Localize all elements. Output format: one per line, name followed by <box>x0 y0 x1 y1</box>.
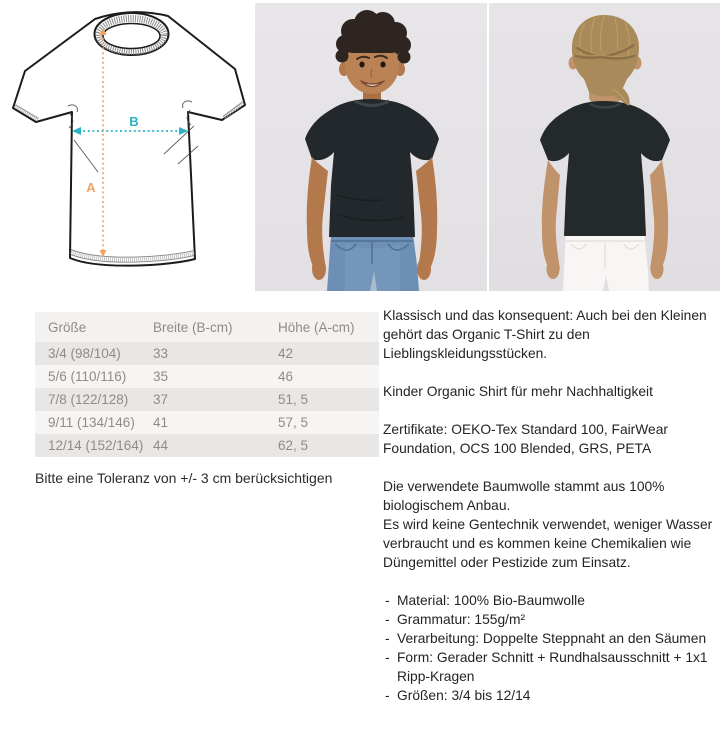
product-bullets <box>383 591 720 705</box>
size-cell: 12/14 (152/164) <box>35 434 153 457</box>
size-chart-table <box>35 312 379 457</box>
table-header-row <box>35 312 379 342</box>
width-cell: 41 <box>153 411 278 434</box>
cotton-detail-line: Es wird keine Gentechnik verwendet, weniger Wasser verbraucht und es kommen keine Chemikalien wie Düngemittel oder Pestizide zum Einsatz. <box>383 517 713 570</box>
height-cell: 57, 5 <box>278 411 379 434</box>
girl-back-illustration <box>489 3 720 291</box>
model-photo-back <box>489 3 720 291</box>
boy-front-illustration <box>255 3 487 291</box>
width-cell: 35 <box>153 365 278 388</box>
bullet-groessen: - Größen: 3/4 bis 12/14 <box>383 686 720 705</box>
size-cell: 9/11 (134/146) <box>35 411 153 434</box>
width-cell: 37 <box>153 388 278 411</box>
product-intro: Klassisch und das konsequent: Auch bei den Kleinen gehört das Organic T-Shirt zu den Lieblingskleidungsstücken. <box>383 308 707 361</box>
height-label: A <box>86 180 96 195</box>
left-hand <box>547 259 560 279</box>
jeans <box>327 234 419 291</box>
width-label: B <box>129 114 139 129</box>
certificates-line: Zertifikate: OEKO-Tex Standard 100, FairWear Foundation, OCS 100 Blended, GRS, PETA <box>383 422 668 456</box>
model-photo-front <box>255 3 487 291</box>
product-tagline: Kinder Organic Shirt für mehr Nachhaltigkeit <box>383 384 653 399</box>
width-cell: 44 <box>153 434 278 457</box>
size-cell: 5/6 (110/116) <box>35 365 153 388</box>
cotton-origin-line: Die verwendete Baumwolle stammt aus 100% biologischem Anbau. <box>383 479 665 513</box>
table-row <box>35 411 379 434</box>
tolerance-note: Bitte eine Toleranz von +/- 3 cm berücksichtigen <box>35 470 333 486</box>
table-row <box>35 342 379 365</box>
size-cell: 3/4 (98/104) <box>35 342 153 365</box>
product-description <box>383 306 720 705</box>
table-row <box>35 388 379 411</box>
left-hand <box>312 258 326 280</box>
bullet-material: - Material: 100% Bio-Baumwolle <box>383 591 720 610</box>
size-chart <box>35 312 366 457</box>
height-cell: 42 <box>278 342 379 365</box>
tshirt-measurement-diagram <box>8 2 255 290</box>
height-cell: 46 <box>278 365 379 388</box>
right-hand <box>651 259 664 279</box>
table-row <box>35 434 379 457</box>
table-row <box>35 365 379 388</box>
bullet-form: - Form: Gerader Schnitt + Rundhalsausschnitt + 1x1 Ripp-Kragen <box>383 648 720 686</box>
column-header-size: Größe <box>35 312 153 342</box>
width-cell: 33 <box>153 342 278 365</box>
height-cell: 51, 5 <box>278 388 379 411</box>
bullet-verarbeitung: - Verarbeitung: Doppelte Steppnaht an den Säumen <box>383 629 720 648</box>
size-cell: 7/8 (122/128) <box>35 388 153 411</box>
tshirt-outline-drawing <box>8 2 255 290</box>
height-cell: 62, 5 <box>278 434 379 457</box>
column-header-height: Höhe (A-cm) <box>278 312 379 342</box>
right-hand <box>417 258 431 280</box>
bullet-grammatur: - Grammatur: 155g/m² <box>383 610 720 629</box>
column-header-width: Breite (B-cm) <box>153 312 278 342</box>
